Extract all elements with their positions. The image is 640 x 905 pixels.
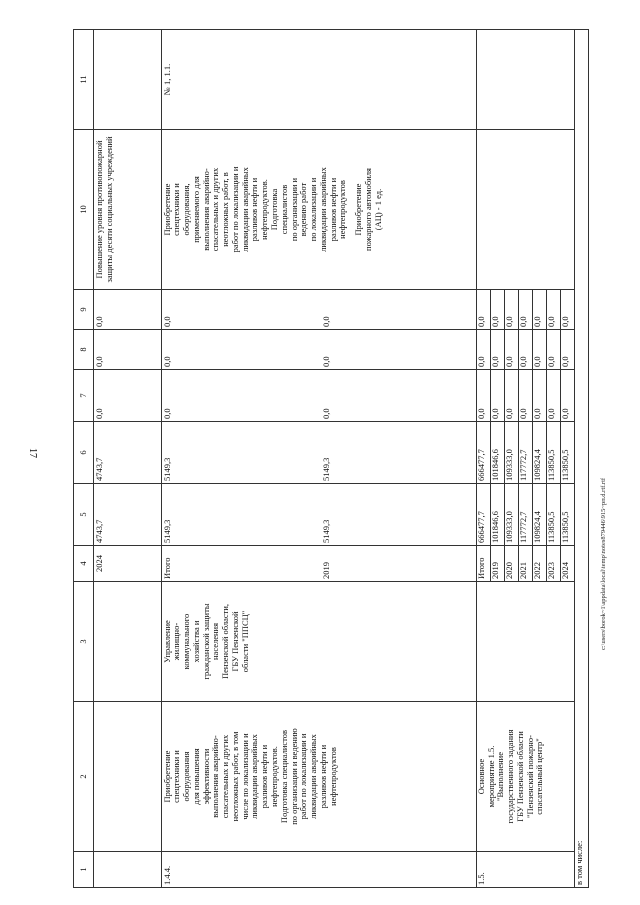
col-header: 9 — [74, 290, 94, 330]
table-row: 2019 101846,6 101846,6 0,0 0,0 0,0 — [490, 30, 504, 888]
executor: Управление жилищно- коммунального хозяйства и гражданской защиты населения Пензенской области, ГБУ Пензенской области "ППСЦ" — [161, 582, 476, 702]
value-cell: 0,0 — [93, 330, 161, 370]
table-row-tail — [574, 30, 588, 888]
measure-name: Приобретение спецтехники и оборудования для повышения эффективности выполнения аварийно- спасательных и других неотложных работ, в том числе по локализации и ликвидации аварийных разливов нефти и нефтепродуктов. Подготовка специалистов по организации и ведению работ по локализации и ликвидации аварийных разливов нефти и нефтепродуктов — [161, 702, 476, 852]
row-number: 1.5. — [476, 852, 574, 888]
rotated-table — [73, 30, 589, 888]
col-header: 1 — [74, 852, 94, 888]
indicator-cell: Повышение уровня противопожарной защиты десяти социальных учреждений — [93, 130, 161, 290]
table-row: 2020 109333,0 109333,0 0,0 0,0 0,0 — [504, 30, 518, 888]
table-row: 2023 113850,5 113850,5 0,0 0,0 0,0 — [546, 30, 560, 888]
col-header: 8 — [74, 330, 94, 370]
value-cell: 5149,3 5149,3 — [161, 422, 476, 484]
measure-name: Основное мероприятие 1.5. "Выполнение государственного задания ГБУ Пензенской области "Пензенский пожарно- спасательный центр" — [476, 702, 574, 852]
value-cell: 0,0 — [93, 370, 161, 422]
value-cell: 0,0 0,0 — [161, 330, 476, 370]
value-cell: 0,0 0,0 — [161, 290, 476, 330]
reference-cell: № 1, 1.1. — [161, 30, 476, 130]
col-header: 10 — [74, 130, 94, 290]
col-header: 6 — [74, 422, 94, 484]
col-header: 3 — [74, 582, 94, 702]
year-cell — [161, 546, 476, 582]
value-cell: 0,0 — [93, 290, 161, 330]
value-cell: 4743,7 — [93, 422, 161, 484]
col-header: 2 — [74, 702, 94, 852]
col-header: 11 — [74, 30, 94, 130]
itogo-label: Итого — [161, 557, 172, 579]
table-row-prev — [93, 30, 161, 888]
footer-file-path: c:\users\borok~1\appdata\local\temp\notes879446\915~рп.d.rtf.rtf — [600, 477, 607, 650]
table-row: 2024 113850,5 113850,5 0,0 0,0 0,0 — [560, 30, 574, 888]
page-number: 17 — [27, 448, 38, 458]
header-row — [74, 30, 94, 888]
row-number: 1.4.4. — [161, 852, 476, 888]
year-cell: 2024 — [93, 546, 161, 582]
value-cell: 5149,3 5149,3 — [161, 484, 476, 546]
value-cell: 0,0 0,0 — [161, 370, 476, 422]
indicator-cell: Приобретение спецтехники и оборудования, применяемого для выполнения аварийно- спасательных и других неотложных работ, в работ по локализации и ликвидации аварийных разливов нефти и нефтепродуктов. Подготовка специалистов по организации и ведению работ по локализации и ликвидации аварийных разливов нефти и нефтепродуктов Приобретение пожарного автомобиля (АЦ) - 1 ед. — [161, 130, 476, 290]
table-row: 2022 109824,4 109824,4 0,0 0,0 0,0 — [532, 30, 546, 888]
table-row-1-4-4 — [161, 30, 476, 888]
col-header: 4 — [74, 546, 94, 582]
tail-label: в том числе: — [574, 30, 588, 888]
table-row-1-5: 1.5. Основное мероприятие 1.5. "Выполнение государственного задания ГБУ Пензенской области "Пензенский пожарно- спасательный центр" Итого 666477,7 666477,7 0,0 0,0 0,0 — [476, 30, 490, 888]
value-cell: 4743,7 — [93, 484, 161, 546]
year-label: 2019 — [321, 562, 332, 579]
col-header: 5 — [74, 484, 94, 546]
table-row: 2021 117772,7 117772,7 0,0 0,0 0,0 — [518, 30, 532, 888]
program-table — [73, 29, 589, 888]
col-header: 7 — [74, 370, 94, 422]
